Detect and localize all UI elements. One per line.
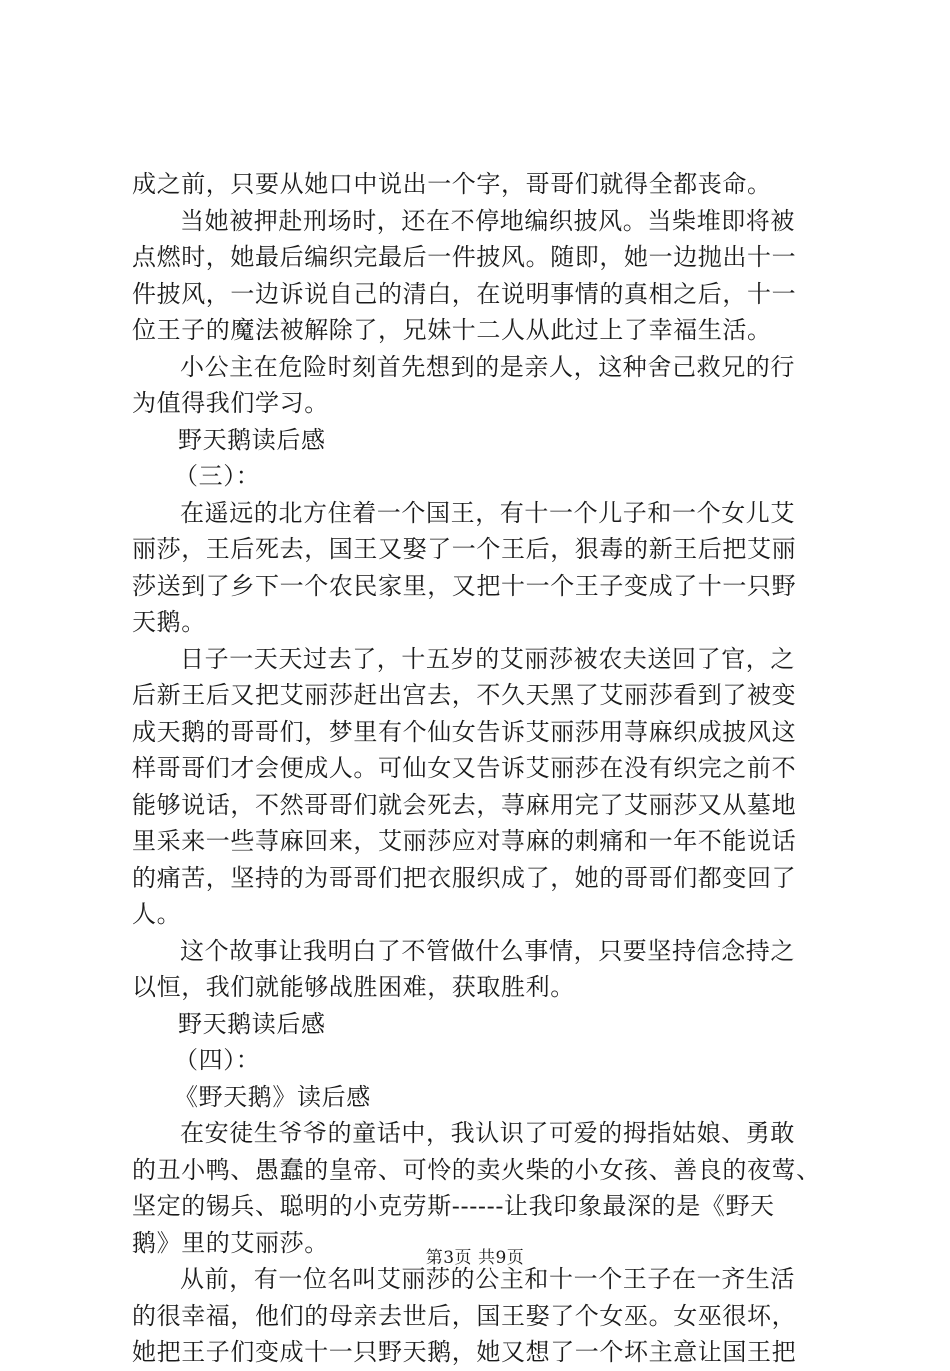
page-footer <box>0 1243 950 1268</box>
text-line: 的很幸福，他们的母亲去世后，国王娶了个女巫。女巫很坏， <box>132 1301 797 1330</box>
page-number-label: 第3页 共9页 <box>425 1248 525 1268</box>
text-line: 后新王后又把艾丽莎赶出宫去，不久天黑了艾丽莎看到了被变 <box>132 681 797 709</box>
section-heading: 野天鹅读后感 <box>178 1009 326 1038</box>
section-heading: 野天鹅读后感 <box>178 425 326 454</box>
text-line: 点燃时，她最后编织完最后一件披风。随即，她一边抛出十一 <box>132 243 797 271</box>
section-number: （四）： <box>174 1046 261 1074</box>
text-line: 坚定的锡兵、聪明的小克劳斯------让我印象最深的是《野天 <box>132 1192 775 1220</box>
text-line: 天鹅。 <box>132 608 206 636</box>
text-line: 莎送到了乡下一个农民家里，又把十一个王子变成了十一只野 <box>132 571 797 600</box>
text-line: 位王子的魔法被解除了，兄妹十二人从此过上了幸福生活。 <box>132 316 772 344</box>
text-line: 丽莎，王后死去，国王又娶了一个王后，狠毒的新王后把艾丽 <box>132 535 797 563</box>
text-line: 的痛苦，坚持的为哥哥们把衣服织成了，她的哥哥们都变回了 <box>132 863 797 892</box>
text-line: 为值得我们学习。 <box>132 389 329 417</box>
text-line: 能够说话，不然哥哥们就会死去，荨麻用完了艾丽莎又从墓地 <box>132 790 797 819</box>
text-line: 从前，有一位名叫艾丽莎的公主和十一个王子在一齐生活 <box>180 1265 795 1293</box>
text-line: 样哥哥们才会便成人。可仙女又告诉艾丽莎在没有织完之前不 <box>132 754 797 782</box>
text-line: 当她被押赴刑场时，还在不停地编织披风。当柴堆即将被 <box>180 206 795 235</box>
text-line: 这个故事让我明白了不管做什么事情，只要坚持信念持之 <box>180 936 795 965</box>
text-line: 日子一天天过去了，十五岁的艾丽莎被农夫送回了官，之 <box>180 644 795 673</box>
text-line: 以恒，我们就能够战胜困难，获取胜利。 <box>132 973 575 1001</box>
text-line: 鹅》里的艾丽莎。 <box>132 1228 329 1257</box>
text-line: 件披风，一边诉说自己的清白，在说明事情的真相之后，十一 <box>132 279 797 308</box>
text-line: 她把王子们变成十一只野天鹅，她又想了一个坏主意让国王把 <box>132 1338 797 1366</box>
text-line: 成天鹅的哥哥们，梦里有个仙女告诉艾丽莎用荨麻织成披风这 <box>132 717 797 746</box>
essay-title: 《野天鹅》读后感 <box>174 1082 371 1111</box>
text-line: 的丑小鸭、愚蠢的皇帝、可怜的卖火柴的小女孩、善良的夜莺、 <box>132 1155 821 1184</box>
text-line: 在遥远的北方住着一个国王，有十一个儿子和一个女儿艾 <box>180 498 795 527</box>
text-line: 人。 <box>132 900 182 928</box>
section-number: （三）： <box>174 462 261 490</box>
text-line: 在安徒生爷爷的童话中，我认识了可爱的拇指姑娘、勇敢 <box>180 1119 795 1147</box>
text-line: 里采来一些荨麻回来，艾丽莎应对荨麻的刺痛和一年不能说话 <box>132 827 797 855</box>
document-body <box>132 166 832 1371</box>
text-line: 小公主在危险时刻首先想到的是亲人，这种舍己救兄的行 <box>180 352 795 381</box>
text-line: 成之前，只要从她口中说出一个字，哥哥们就得全都丧命。 <box>132 170 772 198</box>
